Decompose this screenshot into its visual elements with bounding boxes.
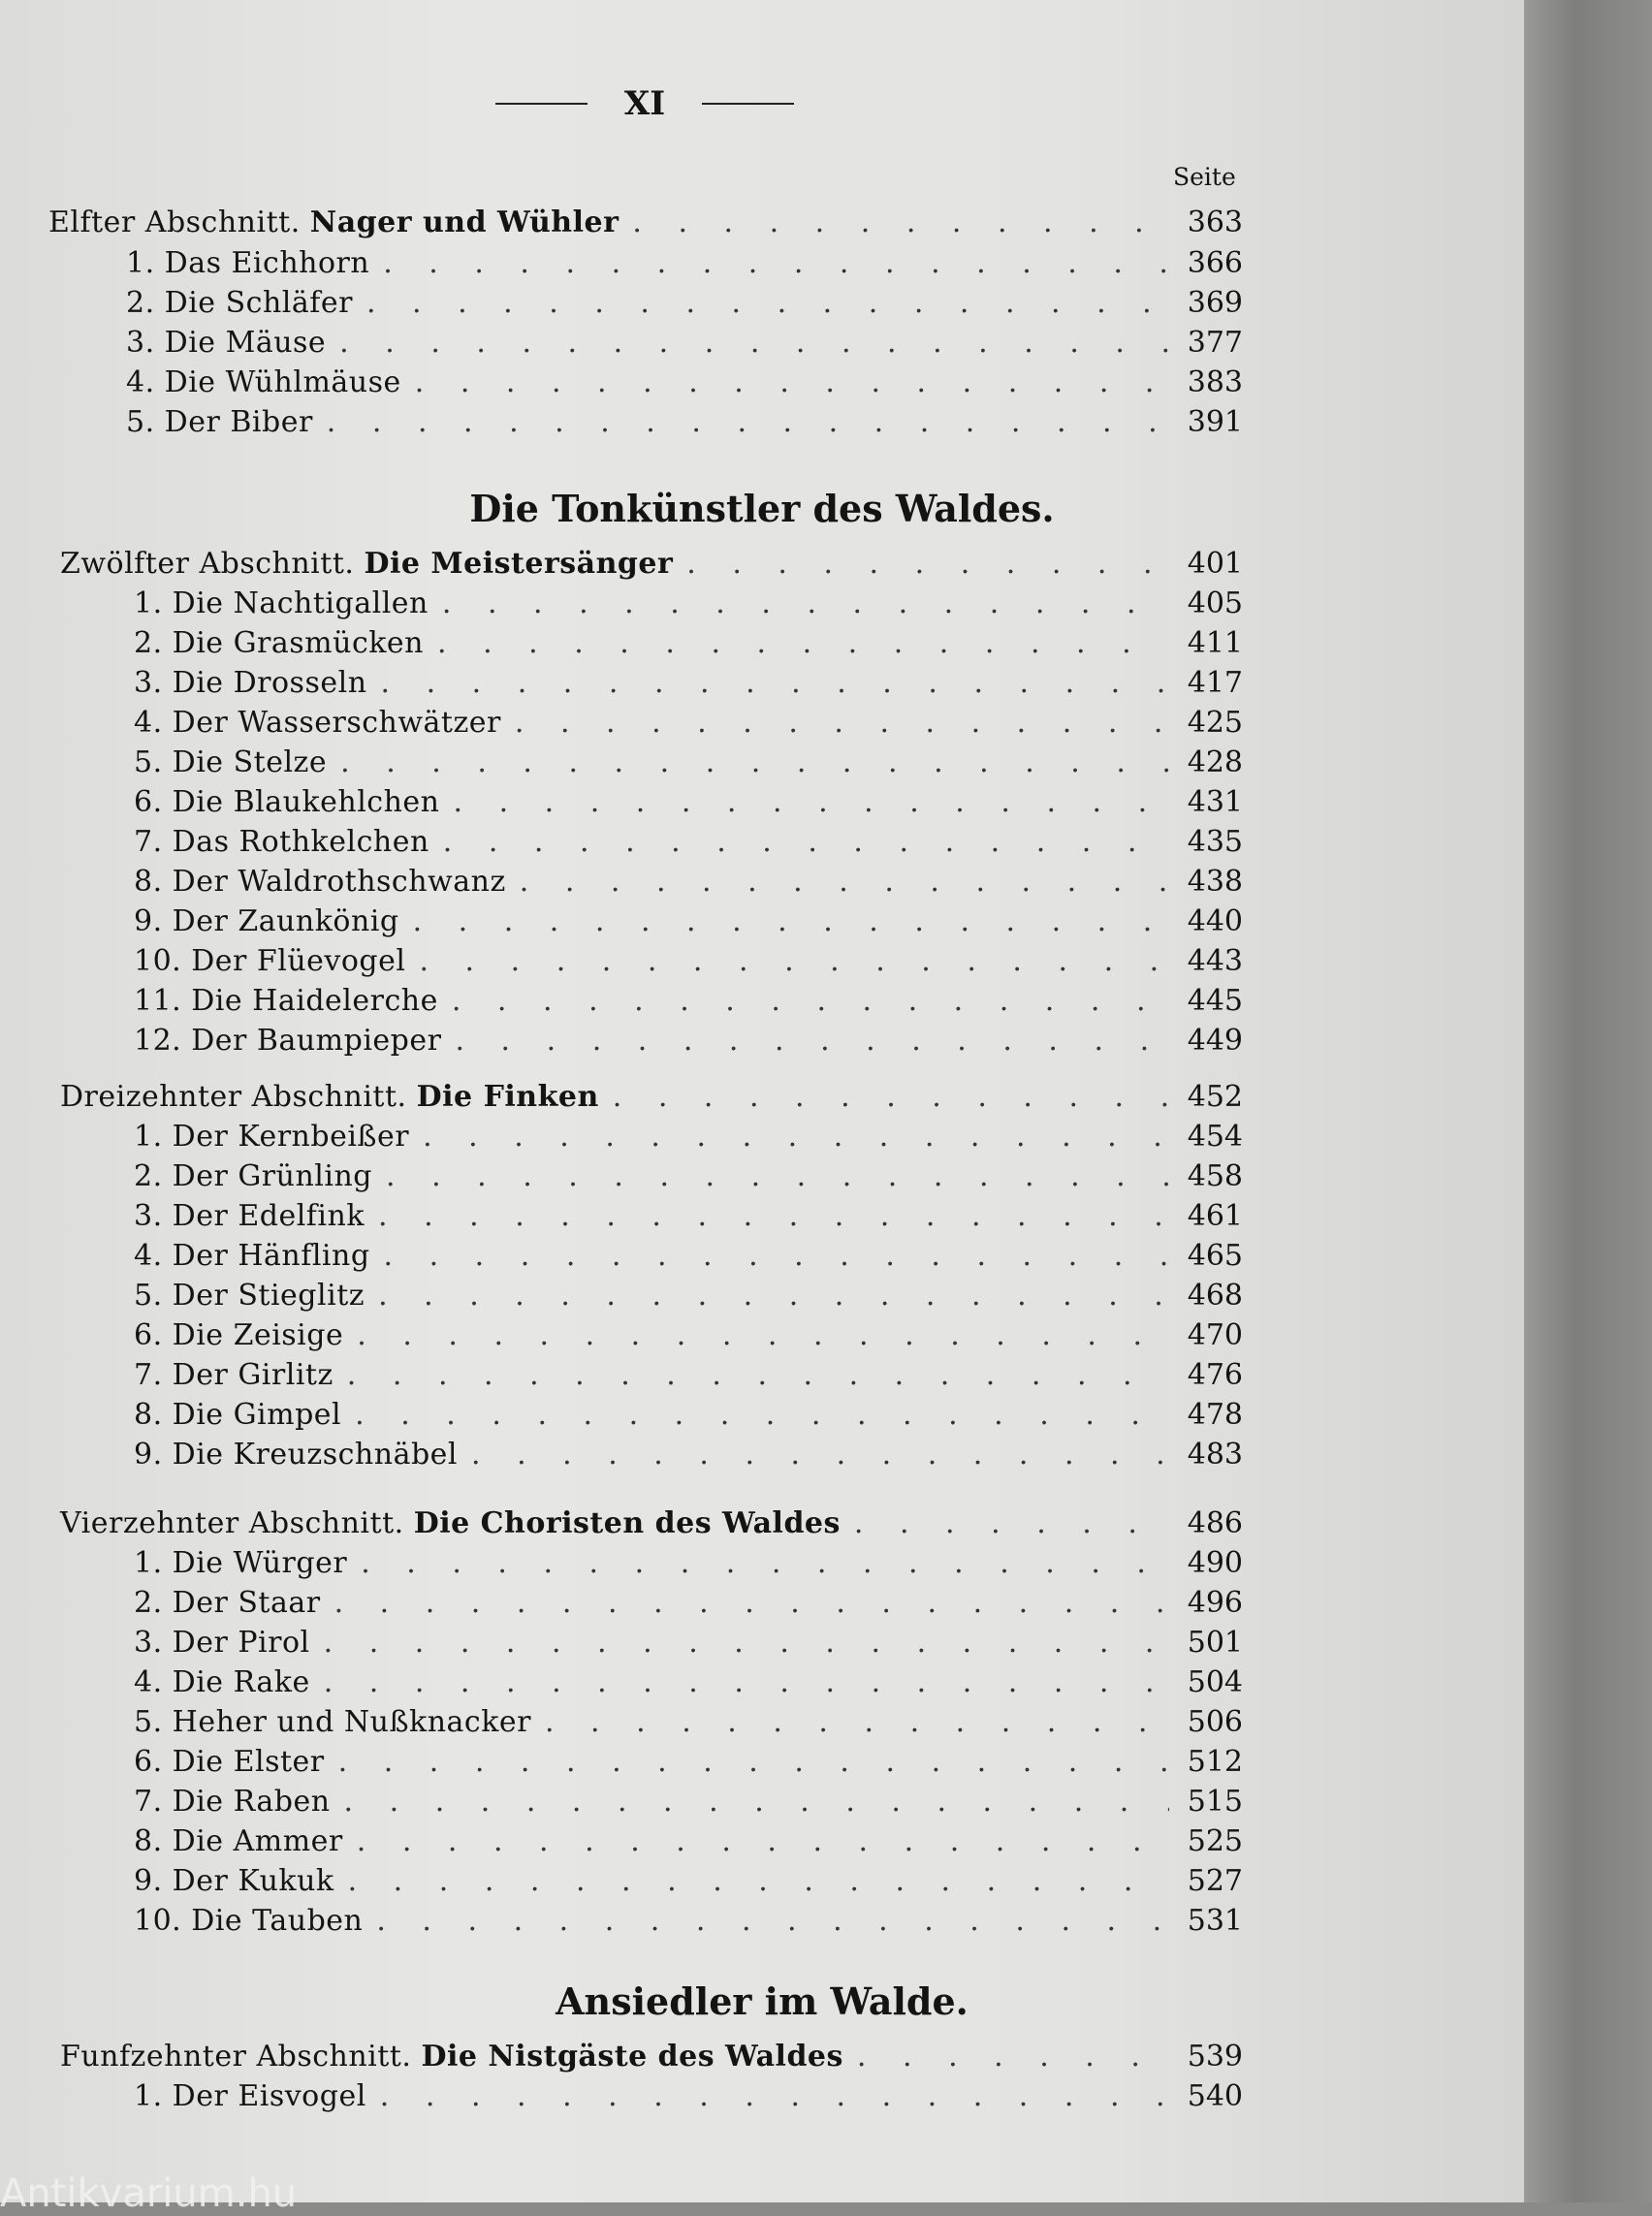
toc-entry [126, 403, 1243, 442]
entry-label: 8. Die Gimpel [134, 1398, 342, 1432]
dot-leader [348, 1862, 1169, 1901]
toc-entry [134, 1902, 1243, 1941]
toc-entry [134, 1783, 1243, 1821]
chapter-prefix: Vierzehnter Abschnitt. [60, 1506, 414, 1540]
entry-page-number: 401 [1187, 547, 1243, 581]
entry-page-number: 461 [1187, 1199, 1243, 1233]
entry-page-number: 425 [1187, 706, 1243, 740]
entry-label: 3. Der Edelfink [134, 1199, 365, 1233]
entry-page-number: 470 [1187, 1318, 1243, 1352]
dot-leader [442, 585, 1169, 623]
toc-entry [134, 1703, 1243, 1742]
entry-label: 1. Die Würger [134, 1546, 348, 1580]
dot-leader [857, 2038, 1169, 2076]
chapter-title: Die Choristen des Waldes [413, 1506, 841, 1540]
dot-leader [854, 1504, 1169, 1543]
entry-page-number: 525 [1187, 1824, 1243, 1858]
dot-leader [545, 1703, 1169, 1742]
dot-leader [380, 2077, 1169, 2116]
entry-page-number: 405 [1187, 586, 1243, 620]
dot-leader [613, 1078, 1169, 1117]
entry-page-number: 454 [1187, 1120, 1243, 1154]
dot-leader [366, 284, 1169, 323]
entry-label: 10. Die Tauben [134, 1904, 364, 1938]
entry-page-number: 476 [1187, 1358, 1243, 1392]
entry-label: 12. Der Baumpieper [134, 1024, 442, 1058]
entry-label: 5. Die Stelze [134, 745, 328, 779]
entry-label: 3. Der Pirol [134, 1626, 310, 1660]
toc-entry [134, 1316, 1243, 1355]
entry-label: 11. Die Haidelerche [134, 984, 438, 1018]
entry-page-number: 366 [1187, 246, 1243, 280]
entry-page-number: 445 [1187, 984, 1243, 1018]
entry-page-number: 506 [1187, 1705, 1243, 1739]
toc-entry [134, 1277, 1243, 1315]
header-rule-left [495, 103, 588, 105]
entry-page-number: 458 [1187, 1159, 1243, 1193]
dot-leader [443, 823, 1169, 862]
toc-entry [134, 902, 1243, 941]
entry-page-number: 465 [1187, 1239, 1243, 1273]
toc-entry [134, 942, 1243, 981]
entry-label: 4. Die Rake [134, 1665, 310, 1699]
entry-page-number: 452 [1187, 1080, 1243, 1114]
toc-entry [134, 744, 1243, 782]
toc-entry [134, 1157, 1243, 1196]
chapter-title: Nager und Wühler [309, 206, 620, 239]
entry-label: 1. Der Kernbeißer [134, 1120, 410, 1154]
dot-leader [415, 364, 1169, 402]
dot-leader [520, 863, 1169, 902]
entry-label: 8. Die Ammer [134, 1824, 343, 1858]
chapter-row [60, 2038, 1243, 2076]
page-number: XI [623, 84, 666, 123]
chapter-label [60, 545, 673, 584]
page-header [485, 79, 805, 128]
entry-page-number: 369 [1187, 286, 1243, 320]
toc-entry [134, 982, 1243, 1021]
entry-label: 7. Der Girlitz [134, 1358, 334, 1392]
entry-page-number: 431 [1187, 785, 1243, 819]
entry-label: 9. Der Kukuk [134, 1864, 334, 1898]
entry-label: 10. Der Flüevogel [134, 944, 406, 978]
entry-label: 5. Heher und Nußknacker [134, 1705, 531, 1739]
chapter-row [48, 204, 1243, 242]
dot-leader [338, 1743, 1169, 1782]
dot-leader [454, 783, 1170, 822]
dot-leader [324, 1624, 1169, 1662]
entry-page-number: 501 [1187, 1626, 1243, 1660]
dot-leader [386, 1157, 1169, 1196]
watermark: Antikvarium.hu [0, 2171, 298, 2216]
dot-leader [376, 1902, 1169, 1941]
toc-entry [134, 1436, 1243, 1474]
toc-entry [134, 1022, 1243, 1061]
entry-label: 1. Der Eisvogel [134, 2079, 366, 2113]
dot-leader [347, 1356, 1169, 1395]
dot-leader [340, 744, 1169, 782]
toc-entry [134, 1396, 1243, 1435]
toc-entry [134, 1197, 1243, 1236]
toc-entry [134, 1624, 1243, 1662]
entry-label: 9. Der Zaunkönig [134, 904, 399, 938]
entry-label: 2. Der Grünling [134, 1159, 373, 1193]
dot-leader [324, 1663, 1169, 1702]
section-heading: Ansiedler im Walde. [556, 1979, 969, 2023]
entry-page-number: 496 [1187, 1586, 1243, 1620]
dot-leader [361, 1544, 1169, 1583]
header-rule-right [702, 103, 794, 105]
entry-page-number: 483 [1187, 1438, 1243, 1472]
entry-page-number: 449 [1187, 1024, 1243, 1058]
dot-leader [378, 1277, 1169, 1315]
entry-page-number: 486 [1187, 1506, 1243, 1540]
dot-leader [344, 1783, 1169, 1821]
entry-label: 7. Die Raben [134, 1785, 331, 1819]
chapter-title: Die Meistersänger [364, 547, 674, 581]
dot-leader [381, 664, 1169, 703]
dot-leader [632, 204, 1169, 242]
toc-entry [134, 1118, 1243, 1156]
toc-entry [134, 1237, 1243, 1276]
toc-entry [134, 704, 1243, 743]
entry-label: 2. Die Schläfer [126, 286, 353, 320]
toc-entry [134, 1663, 1243, 1702]
chapter-prefix: Zwölfter Abschnitt. [60, 547, 365, 581]
toc-entry [126, 364, 1243, 402]
dot-leader [455, 1022, 1169, 1061]
entry-page-number: 435 [1187, 825, 1243, 859]
entry-label: 1. Das Eichhorn [126, 246, 370, 280]
entry-page-number: 383 [1187, 365, 1243, 399]
chapter-prefix: Dreizehnter Abschnitt. [60, 1080, 417, 1114]
toc-entry [126, 244, 1243, 283]
entry-page-number: 391 [1187, 405, 1243, 439]
toc-entry [134, 1584, 1243, 1623]
entry-page-number: 468 [1187, 1279, 1243, 1313]
dot-leader [383, 244, 1169, 283]
dot-leader [357, 1316, 1169, 1355]
toc-entry [126, 324, 1243, 363]
dot-leader [471, 1436, 1169, 1474]
toc-entry [134, 664, 1243, 703]
entry-page-number: 363 [1187, 206, 1243, 239]
entry-page-number: 540 [1187, 2079, 1243, 2113]
toc-entry [126, 284, 1243, 323]
entry-label: 3. Die Mäuse [126, 326, 327, 360]
chapter-prefix: Elfter Abschnitt. [48, 206, 310, 239]
entry-label: 5. Der Biber [126, 405, 313, 439]
toc-entry [134, 783, 1243, 822]
dot-leader [413, 902, 1169, 941]
entry-label: 3. Die Drosseln [134, 666, 367, 700]
entry-page-number: 515 [1187, 1785, 1243, 1819]
entry-label: 6. Die Elster [134, 1745, 325, 1779]
entry-page-number: 504 [1187, 1665, 1243, 1699]
entry-page-number: 490 [1187, 1546, 1243, 1580]
entry-page-number: 527 [1187, 1864, 1243, 1898]
toc-entry [134, 1544, 1243, 1583]
dot-leader [686, 545, 1169, 584]
chapter-label [60, 1504, 841, 1543]
entry-label: 2. Die Grasmücken [134, 626, 425, 660]
entry-page-number: 539 [1187, 2040, 1243, 2074]
chapter-label [48, 204, 619, 242]
dot-leader [334, 1584, 1169, 1623]
chapter-label [60, 2038, 843, 2076]
dot-leader [515, 704, 1169, 743]
dot-leader [384, 1237, 1169, 1276]
toc-entry [134, 863, 1243, 902]
entry-label: 6. Die Zeisige [134, 1318, 344, 1352]
chapter-title: Die Finken [416, 1080, 599, 1114]
dot-leader [378, 1197, 1169, 1236]
toc-entry [134, 1862, 1243, 1901]
entry-label: 2. Der Staar [134, 1586, 321, 1620]
chapter-label [60, 1078, 599, 1117]
entry-page-number: 411 [1187, 626, 1243, 660]
dot-leader [419, 942, 1169, 981]
dot-leader [355, 1396, 1169, 1435]
entry-label: 7. Das Rothkelchen [134, 825, 429, 859]
toc-entry [134, 1822, 1243, 1861]
entry-page-number: 440 [1187, 904, 1243, 938]
entry-label: 4. Die Wühlmäuse [126, 365, 401, 399]
entry-page-number: 443 [1187, 944, 1243, 978]
toc-entry [134, 1356, 1243, 1395]
dot-leader [452, 982, 1169, 1021]
toc-entry [134, 585, 1243, 623]
entry-page-number: 417 [1187, 666, 1243, 700]
entry-label: 1. Die Nachtigallen [134, 586, 429, 620]
entry-page-number: 438 [1187, 865, 1243, 899]
entry-page-number: 512 [1187, 1745, 1243, 1779]
entry-label: 8. Der Waldrothschwanz [134, 865, 506, 899]
seite-label: Seite [1173, 163, 1236, 191]
dot-leader [357, 1822, 1169, 1861]
entry-label: 9. Die Kreuzschnäbel [134, 1438, 459, 1472]
section-heading: Die Tonkünstler des Waldes. [469, 487, 1055, 530]
entry-label: 4. Der Hänfling [134, 1239, 370, 1273]
toc-entry [134, 1743, 1243, 1782]
toc-entry [134, 624, 1243, 663]
chapter-prefix: Funfzehnter Abschnitt. [60, 2040, 422, 2074]
entry-label: 5. Der Stieglitz [134, 1279, 365, 1313]
entry-page-number: 531 [1187, 1904, 1243, 1938]
toc-entry [134, 823, 1243, 862]
entry-page-number: 428 [1187, 745, 1243, 779]
dot-leader [423, 1118, 1169, 1156]
entry-page-number: 377 [1187, 326, 1243, 360]
toc-entry [134, 2077, 1243, 2116]
chapter-title: Die Nistgäste des Waldes [421, 2040, 843, 2074]
entry-label: 6. Die Blaukehlchen [134, 785, 440, 819]
chapter-row [60, 545, 1243, 584]
dot-leader [437, 624, 1169, 663]
dot-leader [339, 324, 1169, 363]
entry-page-number: 478 [1187, 1398, 1243, 1432]
entry-label: 4. Der Wasserschwätzer [134, 706, 501, 740]
chapter-row [60, 1078, 1243, 1117]
chapter-row [60, 1504, 1243, 1543]
page-edge-background [1524, 0, 1652, 2202]
dot-leader [327, 403, 1169, 442]
